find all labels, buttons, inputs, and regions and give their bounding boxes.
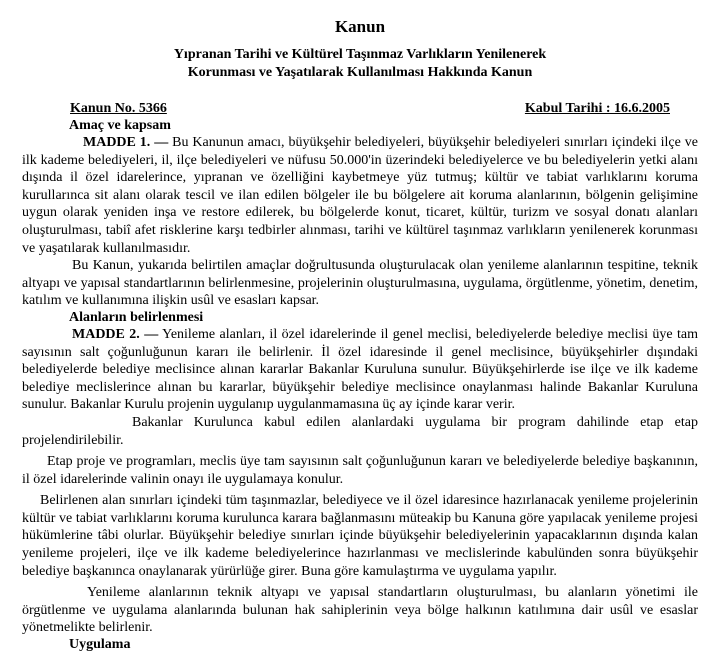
law-number: Kanun No. 5366 [70, 101, 167, 116]
madde-2-paragraph-5: Yenileme alanlarının teknik altyapı ve yapısal standartların oluşturulması, bu alanların yönetimi ile örgütlenme ve uygulama alanlarında bulunan hak sahiplerinin veya bölge halkının katılımına dair usûl ve esaslar yönetmelikte belirlenir. [22, 585, 698, 636]
section-heading-purpose: Amaç ve kapsam [69, 118, 171, 133]
madde-1-paragraph [22, 134, 698, 257]
madde-2-label: MADDE 2. — [72, 326, 159, 342]
madde-2-text: Yenileme alanları, il özel idarelerinde il genel meclisi, belediyelerde belediye meclisi üye tam sayısının salt çoğunluğunun kararı ile belirlenir. İl özel idaresinde il genel meclisince, büyükşehirler dışındaki belediyelerde belediye meclisince alınan kararlar Bakanlar Kuruluna sunulur. Büyükşehirlerde ise ilçe ve ilk kademe belediye meclislerince alınan bu kararlar, büyükşehir belediye meclisince onaylanması halinde Bakanlar Kuruluna sunulur. Bakanlar Kurulu projenin uygulanıp uygulanmamasına üç ay içinde karar verir. [22, 326, 698, 413]
madde-2-paragraph [22, 326, 698, 414]
subtitle-line-1: Yıpranan Tarihi ve Kültürel Taşınmaz Varlıkların Yenilenerek [173, 47, 547, 62]
madde-1-text: Bu Kanunun amacı, büyükşehir belediyeleri, büyükşehir belediyeleri sınırları içindeki ilçe ve ilk kademe belediyeleri, il, ilçe belediyeleri ve nüfusu 50.000'in üzerindeki belediyelerce ve bu belediyelerin yetki alanı dışında il özel idarelerince, yıpranan ve özelliğini kaybetmeye yüz tutmuş; kültür ve tabiat varlıklarını koruma kurullarınca sit alanı olarak tescil ve ilan edilen bölgeler ile bu bölgelere ait koruma alanlarının, bölgenin gelişimine uygun olarak yeniden inşa ve restore edilerek, bu bölgelerde konut, ticaret, kültür, turizm ve sosyal donatı alanları oluşturulması, tabiî afet risklerine karşı tedbirler alınması, tarihi ve kültürel taşınmaz varlıkların yenilenerek korunması ve yaşatılarak kullanılmasıdır. [22, 135, 698, 256]
document-subtitle [22, 46, 698, 82]
subtitle-line-2: Korunması ve Yaşatılarak Kullanılması Hakkında Kanun [187, 65, 533, 80]
madde-1-paragraph-2: Bu Kanun, yukarıda belirtilen amaçlar doğrultusunda oluşturulacak olan yenileme alanlarının tespitine, teknik altyapı ve yapısal standartlarının belirlenmesine, projelerinin oluşturulmasına, uygulama, örgütlenme, yönetim, denetim, katılım ve kullanımına ilişkin usûl ve esasları kapsar. [22, 258, 698, 309]
law-document [22, 0, 698, 653]
document-title: Kanun [334, 17, 386, 36]
madde-2-paragraph-2: Bakanlar Kurulunca kabul edilen alanlardaki uygulama bir program dahilinde etap etap projelendirilebilir. [22, 414, 698, 448]
madde-1-label: MADDE 1. — [83, 135, 169, 150]
madde-2-paragraph-4: Belirlenen alan sınırları içindeki tüm taşınmazlar, belediyece ve il özel idaresince hazırlanacak yenileme projelerinin kültür ve tabiat varlıklarını koruma kurulunca karara bağlanmasını müteakip bu Kanuna göre yapılacak yenileme projesi hükümlerine tâbi olurlar. Büyükşehir belediye sınırları içinde büyükşehir belediyelerinin yapacaklarının dışında kalan yenileme projeleri, ilçe ve ilk kademe belediyelerince hazırlanması ve meclislerinde kabulünden sonra büyükşehir belediye başkanınca onaylanarak yürürlüğe girer. Buna göre kamulaştırma ve uygulama yapılır. [22, 493, 698, 579]
law-meta [22, 100, 698, 118]
madde-2-paragraph-3: Etap proje ve programları, meclis üye tam sayısının salt çoğunluğunun kararı ve belediyelerde belediye başkanının, il özel idarelerinde valinin onayı ile uygulamaya konulur. [22, 454, 698, 487]
acceptance-date: Kabul Tarihi : 16.6.2005 [524, 101, 670, 116]
section-heading-areas: Alanların belirlenmesi [69, 309, 204, 325]
section-heading-application: Uygulama [69, 637, 131, 653]
